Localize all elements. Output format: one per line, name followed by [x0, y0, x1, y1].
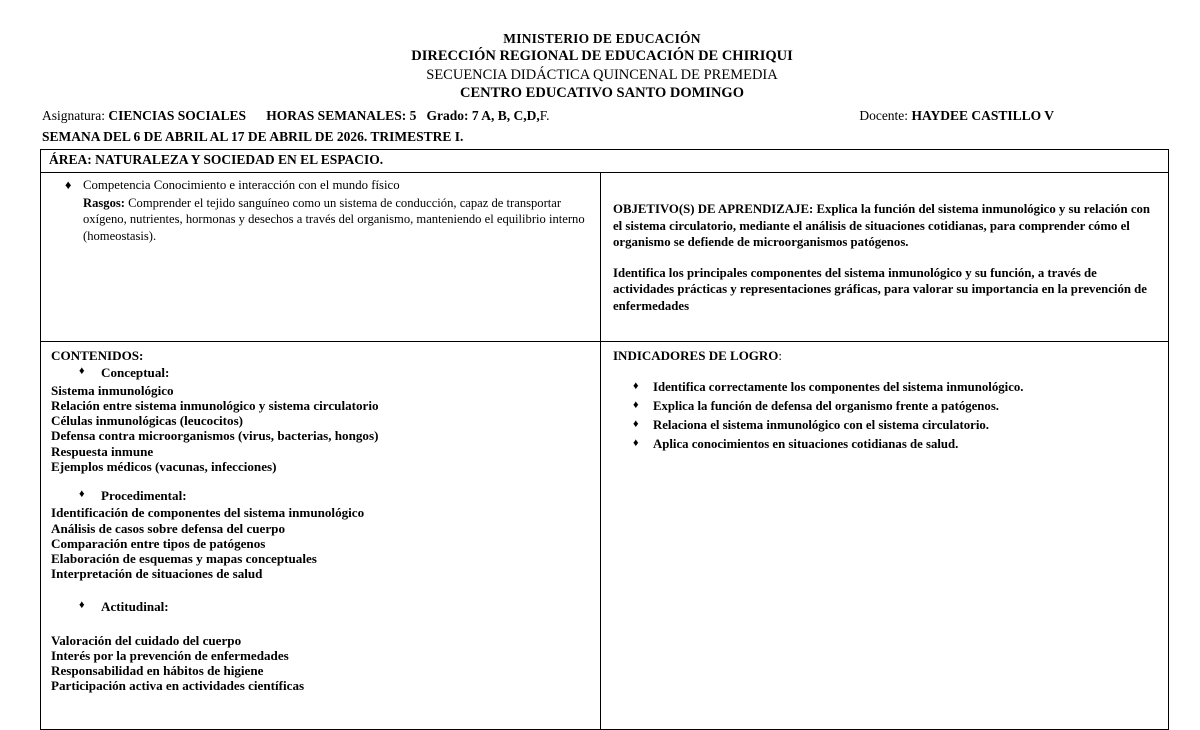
- list-item: [613, 399, 1160, 415]
- grado-value: 7 A, B, C,D,: [471, 107, 540, 123]
- spacer: [51, 474, 592, 486]
- meta-left-group: [42, 108, 550, 124]
- meta-right-group: [859, 108, 1054, 124]
- list-item: Elaboración de esquemas y mapas conceptuales: [51, 550, 317, 566]
- indicador-text: Aplica conocimientos en situaciones cotidianas de salud.: [653, 436, 959, 451]
- list-item: [613, 380, 1160, 396]
- grado-value-tail: F.: [539, 107, 550, 123]
- contenidos-title: CONTENIDOS:: [51, 347, 144, 363]
- list-item: Sistema inmunológico: [51, 382, 174, 398]
- header-ministry: MINISTERIO DE EDUCACIÓN: [503, 31, 701, 46]
- document-header: [40, 30, 1164, 103]
- objetivos-paragraph-1: [613, 201, 1160, 251]
- list-item: Valoración del cuidado del cuerpo: [51, 632, 242, 648]
- table-row-competencia: [41, 172, 1169, 341]
- list-item: Interés por la prevención de enfermedades: [51, 647, 289, 663]
- list-item: Células inmunológicas (leucocitos): [51, 413, 244, 429]
- meta-week-range: SEMANA DEL 6 DE ABRIL AL 17 DE ABRIL DE 2026. TRIMESTRE I.: [42, 128, 464, 144]
- diamond-bullet-icon: ♦: [633, 379, 639, 392]
- actitudinal-label: Actitudinal:: [101, 599, 169, 615]
- grado-label: Grado:: [426, 107, 469, 123]
- rasgos-block: [83, 195, 592, 245]
- asignatura-label: Asignatura:: [42, 107, 105, 123]
- list-item: [613, 437, 1160, 453]
- rasgos-text: Comprender el tejido sanguíneo como un sistema de conducción, capaz de transportar oxígeno, nutrientes, hormonas y desechos a través del organismo, manteniendo el equilibrio interno (homeostasis).: [83, 195, 585, 243]
- procedimental-label: Procedimental:: [101, 487, 187, 503]
- diamond-bullet-icon: ♦: [633, 436, 639, 449]
- header-regional-direction: DIRECCIÓN REGIONAL DE EDUCACIÓN DE CHIRIQUI: [411, 48, 793, 65]
- list-item: Responsabilidad en hábitos de higiene: [51, 663, 264, 679]
- indicadores-cell: [601, 341, 1169, 729]
- contenidos-actitudinal-heading: [51, 599, 592, 614]
- docente-label: Docente:: [859, 107, 909, 123]
- list-item: Comparación entre tipos de patógenos: [51, 535, 266, 551]
- contenidos-cell: [41, 341, 601, 729]
- spacer: [51, 617, 592, 633]
- list-item: Participación activa en actividades científicas: [51, 678, 305, 694]
- diamond-bullet-icon: ♦: [79, 599, 85, 612]
- table-row-contenidos: [41, 341, 1169, 729]
- table-row-area: [41, 149, 1169, 172]
- asignatura-value: CIENCIAS SOCIALES: [108, 107, 247, 123]
- contenidos-conceptual-heading: [51, 365, 592, 380]
- indicadores-title-text: INDICADORES DE LOGRO: [613, 347, 779, 363]
- indicador-text: Explica la función de defensa del organismo frente a patógenos.: [653, 398, 999, 413]
- diamond-bullet-icon: ♦: [65, 177, 72, 192]
- spacer: [51, 581, 592, 597]
- header-sequence-title: SECUENCIA DIDÁCTICA QUINCENAL DE PREMEDIA: [426, 66, 778, 83]
- list-item: Interpretación de situaciones de salud: [51, 566, 263, 582]
- diamond-bullet-icon: ♦: [633, 417, 639, 430]
- objetivos-cell: [601, 172, 1169, 341]
- competencia-cell: [41, 172, 601, 341]
- list-item: [613, 418, 1160, 434]
- list-item: Defensa contra microorganismos (virus, bacterias, hongos): [51, 428, 379, 444]
- list-item: Relación entre sistema inmunológico y sistema circulatorio: [51, 397, 379, 413]
- objetivos-text-1: Explica la función del sistema inmunológico y su relación con el sistema circulatorio, mediante el análisis de situaciones cotidianas, para comprender cómo el organismo se defiende de microorganismos patógenos.: [613, 201, 1151, 250]
- indicadores-title: [613, 348, 1160, 364]
- list-item: Respuesta inmune: [51, 443, 154, 459]
- diamond-bullet-icon: ♦: [79, 487, 85, 500]
- competencia-bullet-item: [49, 177, 592, 244]
- competencia-title: Competencia Conocimiento e interacción con el mundo físico: [83, 177, 400, 192]
- list-item: Análisis de casos sobre defensa del cuerpo: [51, 520, 285, 536]
- indicador-text: Identifica correctamente los componentes del sistema inmunológico.: [653, 379, 1024, 394]
- list-item: Ejemplos médicos (vacunas, infecciones): [51, 458, 277, 474]
- conceptual-label: Conceptual:: [101, 365, 170, 381]
- planning-table: [40, 149, 1169, 730]
- objetivos-title: OBJETIVO(S) DE APRENDIZAJE:: [613, 201, 814, 216]
- diamond-bullet-icon: ♦: [79, 365, 85, 378]
- objetivos-paragraph-2: Identifica los principales componentes del sistema inmunológico y su función, a través de actividades prácticas y representaciones gráficas, para valorar su importancia en la prevención de enfermedades: [613, 265, 1147, 314]
- diamond-bullet-icon: ♦: [633, 398, 639, 411]
- indicadores-title-colon: :: [778, 347, 783, 363]
- docente-value: HAYDEE CASTILLO V: [911, 107, 1054, 123]
- list-item: Identificación de componentes del sistema inmunológico: [51, 505, 365, 521]
- horas-semanales: HORAS SEMANALES: 5: [266, 107, 417, 123]
- indicador-text: Relaciona el sistema inmunológico con el sistema circulatorio.: [653, 417, 989, 432]
- area-cell: ÁREA: NATURALEZA Y SOCIEDAD EN EL ESPACIO.: [41, 149, 1169, 172]
- header-school: CENTRO EDUCATIVO SANTO DOMINGO: [460, 85, 744, 102]
- meta-row-subject: [40, 108, 1164, 127]
- rasgos-label: Rasgos:: [83, 195, 125, 210]
- contenidos-procedimental-heading: [51, 488, 592, 503]
